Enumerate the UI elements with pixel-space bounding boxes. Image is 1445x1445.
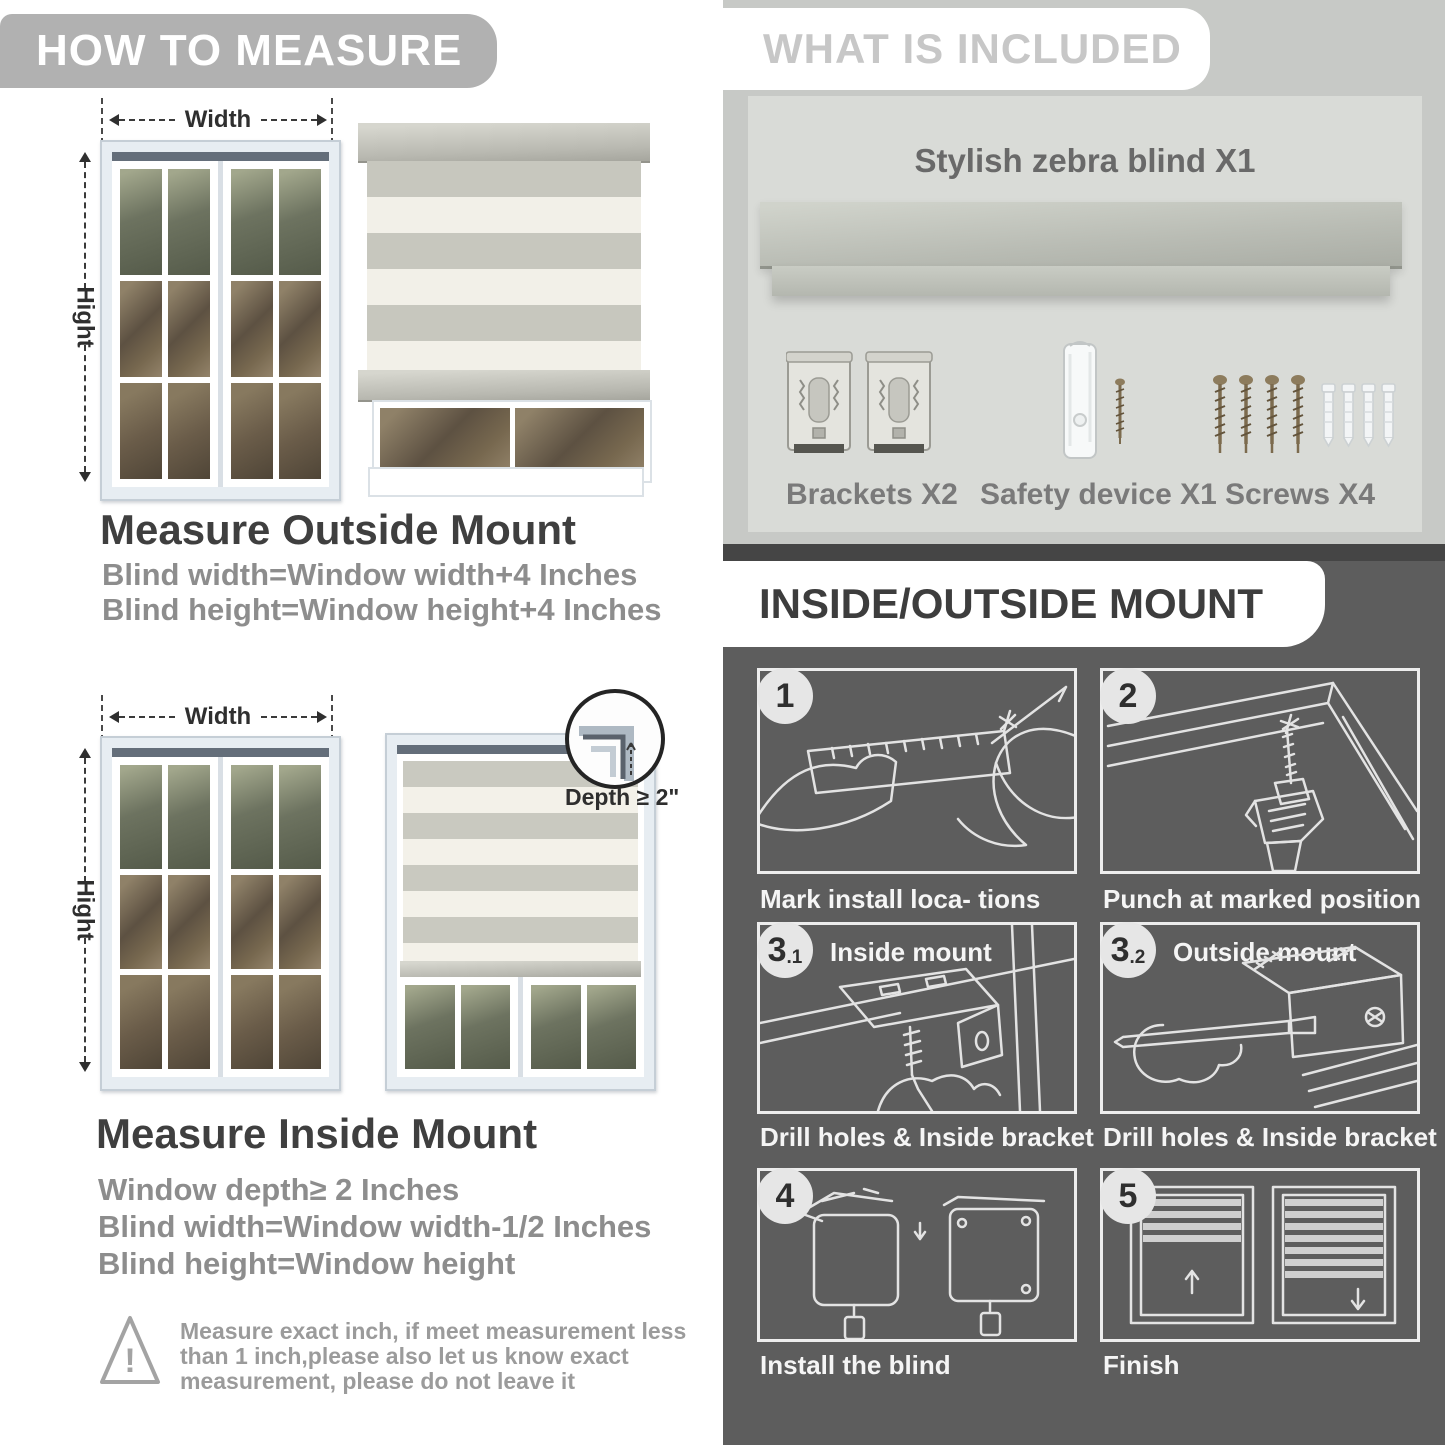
svg-text:!: ! <box>124 1342 136 1380</box>
step-number-badge: 1 <box>757 668 813 724</box>
step-caption-3-1: Drill holes & Inside bracket <box>760 1122 1094 1152</box>
arrow-up-icon <box>79 742 91 758</box>
note-line-2: than 1 inch,please also let us know exact <box>180 1343 629 1369</box>
window-top-sash <box>112 748 329 757</box>
inside-mount-title: Measure Inside Mount <box>96 1110 538 1157</box>
how-to-measure-title: HOW TO MEASURE <box>36 26 463 75</box>
arrow-up-icon <box>79 146 91 162</box>
arrow-down-icon <box>79 1062 91 1078</box>
step-panel-3-2 <box>1100 922 1420 1114</box>
safety-device-image <box>1058 338 1138 464</box>
warning-triangle-icon <box>96 1310 164 1390</box>
window-bottom-frame <box>368 467 644 497</box>
step-number-badge: 3 .2 <box>1100 922 1156 978</box>
how-to-measure-header <box>0 14 497 88</box>
dimension-guide-tick <box>101 695 103 741</box>
arrow-left-icon <box>103 711 119 723</box>
what-is-included-header <box>723 8 1210 90</box>
height-label: Hight <box>72 286 99 348</box>
step-caption-3-2: Drill holes & Inside bracket <box>1103 1122 1437 1152</box>
window-sash <box>112 161 218 487</box>
arrow-left-icon <box>103 114 119 126</box>
product-label: Stylish zebra blind X1 <box>914 142 1256 179</box>
width-label: Width <box>184 703 252 730</box>
what-is-included-title: WHAT IS INCLUDED <box>763 25 1182 72</box>
arrow-down-icon <box>79 472 91 488</box>
zebra-blind-headrail <box>358 123 650 163</box>
window-sash <box>397 977 518 1077</box>
window-sash <box>223 161 329 487</box>
mount-title: INSIDE/OUTSIDE MOUNT <box>759 580 1264 627</box>
inside-height-formula: Blind height=Window height <box>98 1246 516 1281</box>
brackets-label: Brackets X2 <box>786 478 958 511</box>
outside-height-formula: Blind height=Window height+4 Inches <box>102 592 662 627</box>
safety-device-label: Safety device X1 <box>980 478 1217 511</box>
window-top-sash <box>112 152 329 161</box>
inside-depth-rule: Window depth≥ 2 Inches <box>98 1172 460 1207</box>
zebra-blind-bottomrail <box>358 370 650 402</box>
window-sash <box>223 757 329 1077</box>
step-caption-4: Install the blind <box>760 1350 951 1380</box>
depth-detail-callout <box>565 689 665 789</box>
blind-headrail-image <box>760 202 1402 269</box>
window-sash <box>523 977 644 1077</box>
width-dimension-inside <box>103 705 333 729</box>
step-number-badge: 4 <box>757 1168 813 1224</box>
blind-headrail-lower-bar <box>772 266 1390 296</box>
step-panel-5 <box>1100 1168 1420 1342</box>
step-panel-4 <box>757 1168 1077 1342</box>
dimension-guide-tick <box>101 98 103 144</box>
note-line-3: measurement, please do not leave it <box>180 1368 575 1394</box>
step-panel-3-1 <box>757 922 1077 1114</box>
height-label: Hight <box>72 879 99 941</box>
step-number-badge: 3 .1 <box>757 922 813 978</box>
height-dimension-outside <box>72 146 98 488</box>
outside-width-formula: Blind width=Window width+4 Inches <box>102 557 638 592</box>
height-dimension-inside <box>72 742 98 1078</box>
window-illustration-inside <box>100 736 341 1091</box>
step-title: Inside mount <box>830 937 992 967</box>
window-illustration-outside <box>100 140 341 501</box>
dimension-guide-tick <box>331 98 333 144</box>
screws-label: Screws X4 <box>1224 478 1376 511</box>
window-corner-detail <box>569 693 661 785</box>
inside-width-formula: Blind width=Window width-1/2 Inches <box>98 1209 652 1244</box>
dimension-guide-tick <box>331 695 333 741</box>
step-title: Outside mount <box>1173 937 1357 967</box>
step-caption-5: Finish <box>1103 1350 1180 1380</box>
screws-image <box>1208 372 1398 460</box>
step-panel-2 <box>1100 668 1420 874</box>
note-line-1: Measure exact inch, if meet measurement less <box>180 1318 687 1344</box>
depth-label: Depth ≥ 2" <box>565 784 680 810</box>
width-dimension-outside <box>103 108 333 132</box>
step-caption-2: Punch at marked position <box>1103 884 1421 914</box>
width-label: Width <box>184 106 252 133</box>
outside-mount-title: Measure Outside Mount <box>100 506 577 553</box>
mount-header <box>723 561 1325 647</box>
window-sash <box>112 757 218 1077</box>
step-number-badge: 5 <box>1100 1168 1156 1224</box>
mount-section-top-strip <box>723 544 1445 561</box>
step-number-badge: 2 <box>1100 668 1156 724</box>
zebra-blind-fabric <box>367 161 641 370</box>
brackets-image <box>786 348 934 466</box>
step-caption-1: Mark install loca- tions <box>760 884 1041 914</box>
step-panel-1 <box>757 668 1077 874</box>
